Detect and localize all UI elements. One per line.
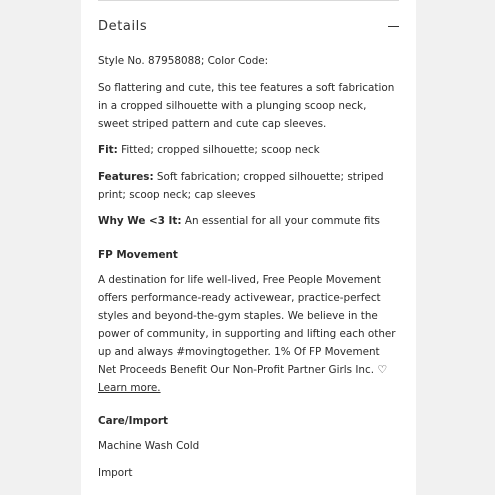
product-description: So flattering and cute, this tee features a soft fabrication in a cropped silhouette with a plunging scoop neck, sweet striped pattern and cute cap sleeves. (98, 82, 395, 130)
care-import: Import (98, 467, 133, 479)
style-number: Style No. 87958088; Color Code: (98, 55, 269, 67)
top-divider (98, 0, 399, 1)
fit-line (98, 141, 400, 159)
why-value: An essential for all your commute fits (181, 215, 380, 227)
fp-movement-heading: FP Movement (98, 249, 178, 261)
features-label: Features: (98, 171, 154, 183)
care-wash: Machine Wash Cold (98, 440, 200, 452)
care-import-heading: Care/Import (98, 415, 168, 427)
fp-movement-body: A destination for life well-lived, Free People Movement offers performance-ready activewear, practice-perfect styles and beyond-the-gym staples. We believe in the power of community, in supporting and lifting each other up and always #movingtogether. 1% Of FP Movement Net Proceeds Benefit Our Non-Profit Partner Girls Inc. (98, 274, 396, 376)
fit-label: Fit: (98, 144, 118, 156)
why-we-love-it-line (98, 212, 400, 230)
product-details-panel (81, 0, 416, 495)
details-accordion-header[interactable] (98, 17, 399, 39)
fit-value: Fitted; cropped silhouette; scoop neck (117, 144, 320, 156)
fp-movement-text (98, 271, 400, 397)
collapse-minus-icon[interactable] (388, 26, 399, 27)
heart-icon: ♡ (377, 363, 388, 376)
features-line (98, 168, 400, 204)
learn-more-link[interactable]: Learn more. (98, 382, 161, 394)
why-label: Why We <3 It: (98, 215, 182, 227)
features-value: Soft fabrication; cropped silhouette; striped print; scoop neck; cap sleeves (98, 171, 384, 201)
details-title: Details (98, 19, 148, 34)
